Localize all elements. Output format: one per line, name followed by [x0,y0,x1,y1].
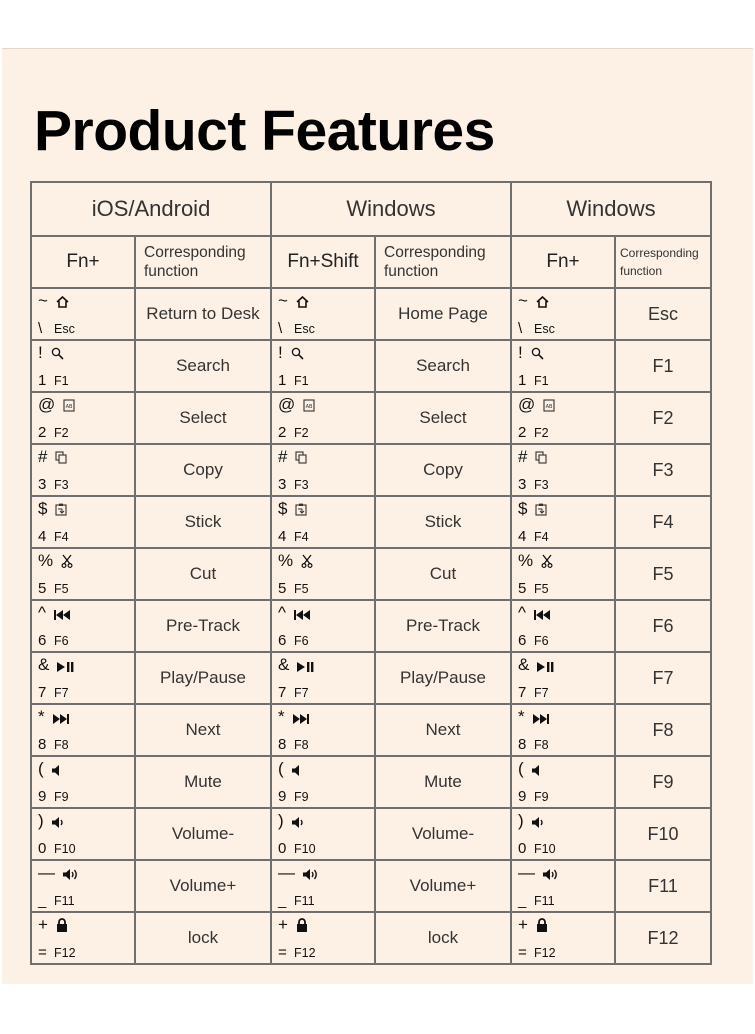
fn-label: Fn+ [31,236,135,288]
shift-symbol: @ [38,395,56,414]
next-track-icon [293,710,309,728]
fn-key-label: F3 [294,478,309,492]
base-symbol: 0 [518,840,527,857]
key-cap [31,600,135,652]
header-windows-shift: Windows [271,182,511,236]
base-symbol: 4 [38,528,47,545]
previous-track-icon [54,606,70,624]
shift-symbol: ^ [518,603,526,622]
fn-key-label: F10 [294,842,316,856]
table-row [31,912,711,964]
shift-symbol: * [38,707,45,726]
base-symbol: 4 [278,528,287,545]
base-symbol: 3 [278,476,287,493]
fn-key-label: F2 [54,426,69,440]
windows-shift-function: Next [375,704,511,756]
fn-key-label: F8 [54,738,69,752]
windows-shift-function: Volume- [375,808,511,860]
windows-fn-function: F1 [615,340,711,392]
home-icon [296,294,309,312]
key-cap [31,548,135,600]
select-all-icon [303,398,315,416]
base-symbol: 3 [518,476,527,493]
base-symbol: = [38,944,47,961]
key-cap [511,444,615,496]
windows-fn-function: F10 [615,808,711,860]
key-cap [271,808,375,860]
ios-function: Copy [135,444,271,496]
shift-symbol: & [38,655,50,674]
fn-key-label: F11 [534,894,555,908]
table-row [31,756,711,808]
ios-function: Select [135,392,271,444]
table-row [31,444,711,496]
windows-fn-function: F7 [615,652,711,704]
table-row [31,548,711,600]
previous-track-icon [534,606,550,624]
windows-fn-function: F6 [615,600,711,652]
table-row [31,392,711,444]
shift-symbol: & [278,655,290,674]
play-pause-icon [57,658,74,676]
next-track-icon [53,710,69,728]
volume-down-icon [292,814,306,832]
shift-symbol: ^ [38,603,46,622]
ios-function: Play/Pause [135,652,271,704]
volume-up-icon [303,866,320,884]
key-cap [31,808,135,860]
base-symbol: = [518,944,527,961]
shift-symbol: @ [518,395,536,414]
shift-symbol: ! [38,343,43,362]
fn-key-label: F5 [294,582,309,596]
fn-key-label: F10 [54,842,76,856]
fn-key-label: F11 [294,894,315,908]
base-symbol: 7 [38,684,47,701]
fn-key-label: F4 [294,530,309,544]
fn-key-label: Esc [294,322,315,336]
windows-fn-function: Esc [615,288,711,340]
shift-symbol: $ [38,499,48,518]
shift-symbol: ( [278,759,284,778]
shift-symbol: — [518,863,535,882]
base-symbol: 1 [518,372,527,389]
mute-icon [292,762,301,780]
windows-shift-function: Pre-Track [375,600,511,652]
home-icon [56,294,69,312]
windows-shift-function: Copy [375,444,511,496]
volume-up-icon [543,866,560,884]
key-cap [511,548,615,600]
fn-key-label: F1 [54,374,69,388]
windows-fn-function: F9 [615,756,711,808]
base-symbol: 5 [38,580,47,597]
ios-function: Stick [135,496,271,548]
shift-symbol: ) [38,811,44,830]
key-cap [31,392,135,444]
base-symbol: 7 [278,684,287,701]
fn-key-label: F4 [54,530,69,544]
volume-down-icon [52,814,66,832]
key-cap [511,756,615,808]
key-cap [271,704,375,756]
ios-function: Volume- [135,808,271,860]
shift-symbol: $ [518,499,528,518]
base-symbol: 6 [278,632,287,649]
select-all-icon [63,398,75,416]
base-symbol: 2 [518,424,527,441]
ios-function: Next [135,704,271,756]
base-symbol: 9 [278,788,287,805]
shift-symbol: ) [518,811,524,830]
base-symbol: 8 [518,736,527,753]
key-cap [511,600,615,652]
key-cap [511,340,615,392]
fn-key-label: F8 [534,738,549,752]
fn-key-label: Esc [54,322,75,336]
shift-symbol: — [278,863,295,882]
mute-icon [532,762,541,780]
fn-key-label: F6 [54,634,69,648]
base-symbol: 2 [38,424,47,441]
subheader-row [31,236,711,288]
windows-shift-function: Home Page [375,288,511,340]
play-pause-icon [297,658,314,676]
paste-icon [55,502,67,520]
shift-symbol: ) [278,811,284,830]
shift-symbol: — [38,863,55,882]
scissors-icon [301,554,313,572]
base-symbol: _ [278,892,287,909]
shift-symbol: + [38,915,48,934]
key-cap [511,392,615,444]
shift-symbol: * [518,707,525,726]
base-symbol: \ [278,320,283,337]
key-cap [271,496,375,548]
base-symbol: 2 [278,424,287,441]
fn-key-label: Esc [534,322,555,336]
windows-fn-function: F11 [615,860,711,912]
fn-key-label: F11 [54,894,75,908]
fn-key-label: F12 [54,946,76,960]
windows-shift-function: Stick [375,496,511,548]
svg-text:AB: AB [65,404,73,410]
windows-fn-function: F5 [615,548,711,600]
key-cap [31,860,135,912]
copy-icon [535,450,547,468]
fn-key-label: F1 [534,374,549,388]
next-track-icon [533,710,549,728]
base-symbol: 5 [518,580,527,597]
shift-symbol: % [278,551,294,570]
table-row [31,288,711,340]
key-cap [511,288,615,340]
key-cap [31,288,135,340]
key-cap [31,704,135,756]
ios-function: Mute [135,756,271,808]
mute-icon [52,762,61,780]
shift-symbol: # [278,447,288,466]
base-symbol: 8 [38,736,47,753]
fn-label: Fn+ [511,236,615,288]
ios-function: Search [135,340,271,392]
corresponding-function-label: Corresponding function [375,236,511,288]
table-row [31,808,711,860]
fn-key-label: F5 [534,582,549,596]
corresponding-function-label: Corresponding function [615,236,711,288]
fn-key-label: F6 [534,634,549,648]
shift-symbol: ~ [278,291,288,310]
base-symbol: \ [518,320,523,337]
key-cap [511,496,615,548]
play-pause-icon [537,658,554,676]
ios-function: Pre-Track [135,600,271,652]
shift-symbol: ^ [278,603,286,622]
windows-fn-function: F3 [615,444,711,496]
fn-key-label: F8 [294,738,309,752]
base-symbol: _ [518,892,527,909]
fn-key-label: F5 [54,582,69,596]
corresponding-function-label: Corresponding function [135,236,271,288]
windows-shift-function: Volume+ [375,860,511,912]
key-cap [271,548,375,600]
key-cap [271,600,375,652]
key-cap [271,340,375,392]
key-cap [271,912,375,964]
shift-symbol: ( [38,759,44,778]
table-row [31,860,711,912]
key-cap [31,756,135,808]
base-symbol: \ [38,320,43,337]
home-icon [536,294,549,312]
svg-text:AB: AB [545,404,553,410]
lock-icon [296,918,308,936]
fn-key-label: F7 [54,686,69,700]
key-cap [271,756,375,808]
fn-key-label: F4 [534,530,549,544]
windows-shift-function: Select [375,392,511,444]
volume-down-icon [532,814,546,832]
windows-fn-function: F8 [615,704,711,756]
key-cap [271,288,375,340]
base-symbol: 3 [38,476,47,493]
search-icon [531,346,544,364]
key-cap [511,912,615,964]
base-symbol: 1 [278,372,287,389]
shift-symbol: + [518,915,528,934]
table-row [31,652,711,704]
shift-symbol: @ [278,395,296,414]
ios-function: Return to Desk [135,288,271,340]
previous-track-icon [294,606,310,624]
key-cap [31,340,135,392]
windows-fn-function: F12 [615,912,711,964]
key-cap [271,860,375,912]
key-cap [511,652,615,704]
lock-icon [56,918,68,936]
windows-shift-function: Search [375,340,511,392]
base-symbol: 0 [278,840,287,857]
fn-key-label: F12 [294,946,316,960]
windows-fn-function: F2 [615,392,711,444]
table-row [31,704,711,756]
shift-symbol: ( [518,759,524,778]
fn-shift-label: Fn+Shift [271,236,375,288]
shift-symbol: ~ [38,291,48,310]
base-symbol: 5 [278,580,287,597]
shift-symbol: ! [278,343,283,362]
search-icon [291,346,304,364]
copy-icon [295,450,307,468]
fn-key-label: F3 [54,478,69,492]
shift-symbol: ! [518,343,523,362]
table-row [31,340,711,392]
key-cap [31,496,135,548]
windows-fn-function: F4 [615,496,711,548]
ios-function: lock [135,912,271,964]
shortcut-table [30,181,712,965]
windows-shift-function: Cut [375,548,511,600]
windows-shift-function: Mute [375,756,511,808]
key-cap [511,704,615,756]
fn-key-label: F3 [534,478,549,492]
shift-symbol: % [38,551,54,570]
paste-icon [535,502,547,520]
fn-key-label: F12 [534,946,556,960]
fn-key-label: F2 [534,426,549,440]
volume-up-icon [63,866,80,884]
base-symbol: 8 [278,736,287,753]
shift-symbol: % [518,551,534,570]
copy-icon [55,450,67,468]
key-cap [31,444,135,496]
shift-symbol: * [278,707,285,726]
shift-symbol: # [518,447,528,466]
base-symbol: = [278,944,287,961]
header-windows: Windows [511,182,711,236]
windows-shift-function: Play/Pause [375,652,511,704]
table-row [31,600,711,652]
fn-key-label: F10 [534,842,556,856]
ios-function: Volume+ [135,860,271,912]
key-cap [31,652,135,704]
ios-function: Cut [135,548,271,600]
base-symbol: 9 [518,788,527,805]
key-cap [511,860,615,912]
key-cap [511,808,615,860]
base-symbol: 0 [38,840,47,857]
fn-key-label: F1 [294,374,309,388]
windows-shift-function: lock [375,912,511,964]
key-cap [271,444,375,496]
fn-key-label: F2 [294,426,309,440]
base-symbol: _ [38,892,47,909]
key-cap [271,652,375,704]
paste-icon [295,502,307,520]
table-row [31,496,711,548]
header-ios-android: iOS/Android [31,182,271,236]
fn-key-label: F9 [534,790,549,804]
fn-key-label: F9 [54,790,69,804]
key-cap [31,912,135,964]
scissors-icon [61,554,73,572]
scissors-icon [541,554,553,572]
header-row [31,182,711,236]
shift-symbol: + [278,915,288,934]
fn-key-label: F7 [294,686,309,700]
shift-symbol: & [518,655,530,674]
base-symbol: 6 [38,632,47,649]
select-all-icon [543,398,555,416]
fn-key-label: F7 [534,686,549,700]
svg-text:AB: AB [305,404,313,410]
shift-symbol: $ [278,499,288,518]
base-symbol: 6 [518,632,527,649]
fn-key-label: F9 [294,790,309,804]
base-symbol: 7 [518,684,527,701]
base-symbol: 4 [518,528,527,545]
lock-icon [536,918,548,936]
base-symbol: 1 [38,372,47,389]
shift-symbol: # [38,447,48,466]
base-symbol: 9 [38,788,47,805]
fn-key-label: F6 [294,634,309,648]
shift-symbol: ~ [518,291,528,310]
search-icon [51,346,64,364]
key-cap [271,392,375,444]
page-title: Product Features [34,99,495,163]
